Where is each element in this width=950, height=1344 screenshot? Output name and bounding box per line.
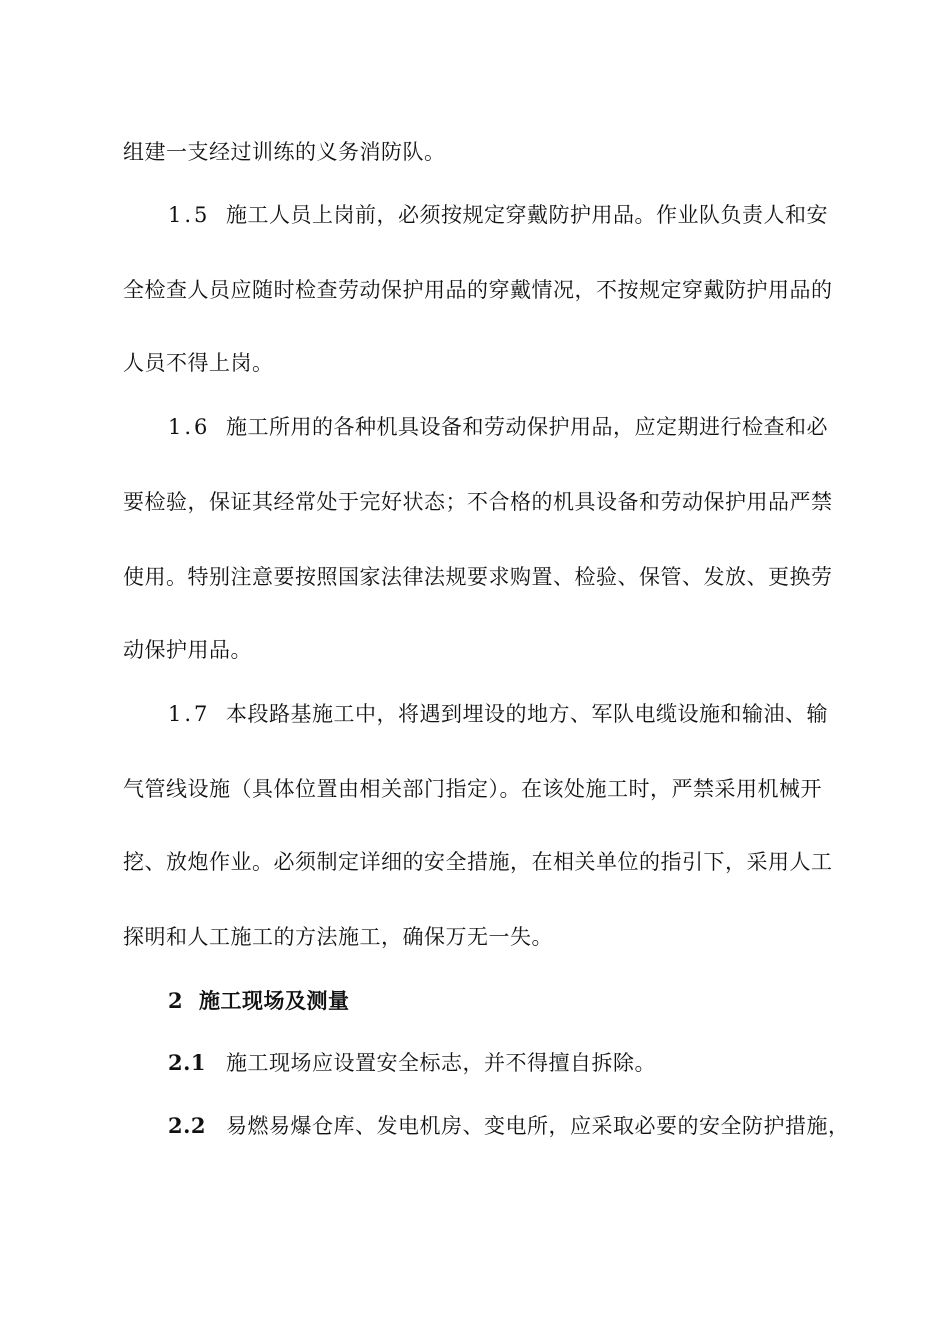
line-text: 施工所用的各种机具设备和劳动保护用品，应定期进行检查和必 bbox=[226, 415, 828, 439]
paragraph-line bbox=[123, 848, 833, 876]
clause-number: 1.6 bbox=[168, 415, 211, 439]
section-title: 施工现场及测量 bbox=[199, 988, 350, 1013]
section-number: 2 bbox=[168, 988, 184, 1013]
line-text: 使用。特别注意要按照国家法律法规要求购置、检验、保管、发放、更换劳 bbox=[123, 565, 833, 589]
paragraph-line bbox=[123, 276, 833, 304]
clause-1-7-line bbox=[168, 700, 828, 728]
line-text: 施工人员上岗前，必须按规定穿戴防护用品。作业队负责人和安 bbox=[226, 203, 828, 227]
paragraph-line bbox=[123, 775, 822, 803]
clause-2-2-line bbox=[168, 1112, 850, 1140]
clause-2-1-line bbox=[168, 1049, 656, 1077]
line-text: 气管线设施（具体位置由相关部门指定）。在该处施工时，严禁采用机械开 bbox=[123, 777, 822, 801]
line-text: 要检验，保证其经常处于完好状态；不合格的机具设备和劳动保护用品严禁 bbox=[123, 490, 833, 514]
paragraph-line bbox=[123, 138, 446, 166]
paragraph-line bbox=[123, 349, 274, 377]
line-text: 施工现场应设置安全标志，并不得擅自拆除。 bbox=[226, 1051, 656, 1075]
clause-number: 2.1 bbox=[168, 1050, 207, 1075]
clause-number: 2.2 bbox=[168, 1113, 207, 1138]
paragraph-line bbox=[123, 636, 252, 664]
paragraph-line bbox=[123, 923, 553, 951]
clause-number: 1.5 bbox=[168, 203, 211, 227]
line-text: 全检查人员应随时检查劳动保护用品的穿戴情况，不按规定穿戴防护用品的 bbox=[123, 278, 833, 302]
line-text: 易燃易爆仓库、发电机房、变电所，应采取必要的安全防护措施， bbox=[226, 1114, 850, 1138]
section-2-heading bbox=[168, 987, 350, 1015]
clause-number: 1.7 bbox=[168, 702, 211, 726]
paragraph-line bbox=[123, 563, 833, 591]
clause-1-6-line bbox=[168, 413, 828, 441]
line-text: 人员不得上岗。 bbox=[123, 351, 274, 375]
line-text: 组建一支经过训练的义务消防队。 bbox=[123, 140, 446, 164]
clause-1-5-line bbox=[168, 201, 828, 229]
line-text: 挖、放炮作业。必须制定详细的安全措施，在相关单位的指引下，采用人工 bbox=[123, 850, 833, 874]
paragraph-line bbox=[123, 488, 833, 516]
line-text: 探明和人工施工的方法施工，确保万无一失。 bbox=[123, 925, 553, 949]
line-text: 动保护用品。 bbox=[123, 638, 252, 662]
line-text: 本段路基施工中，将遇到埋设的地方、军队电缆设施和输油、输 bbox=[226, 702, 828, 726]
